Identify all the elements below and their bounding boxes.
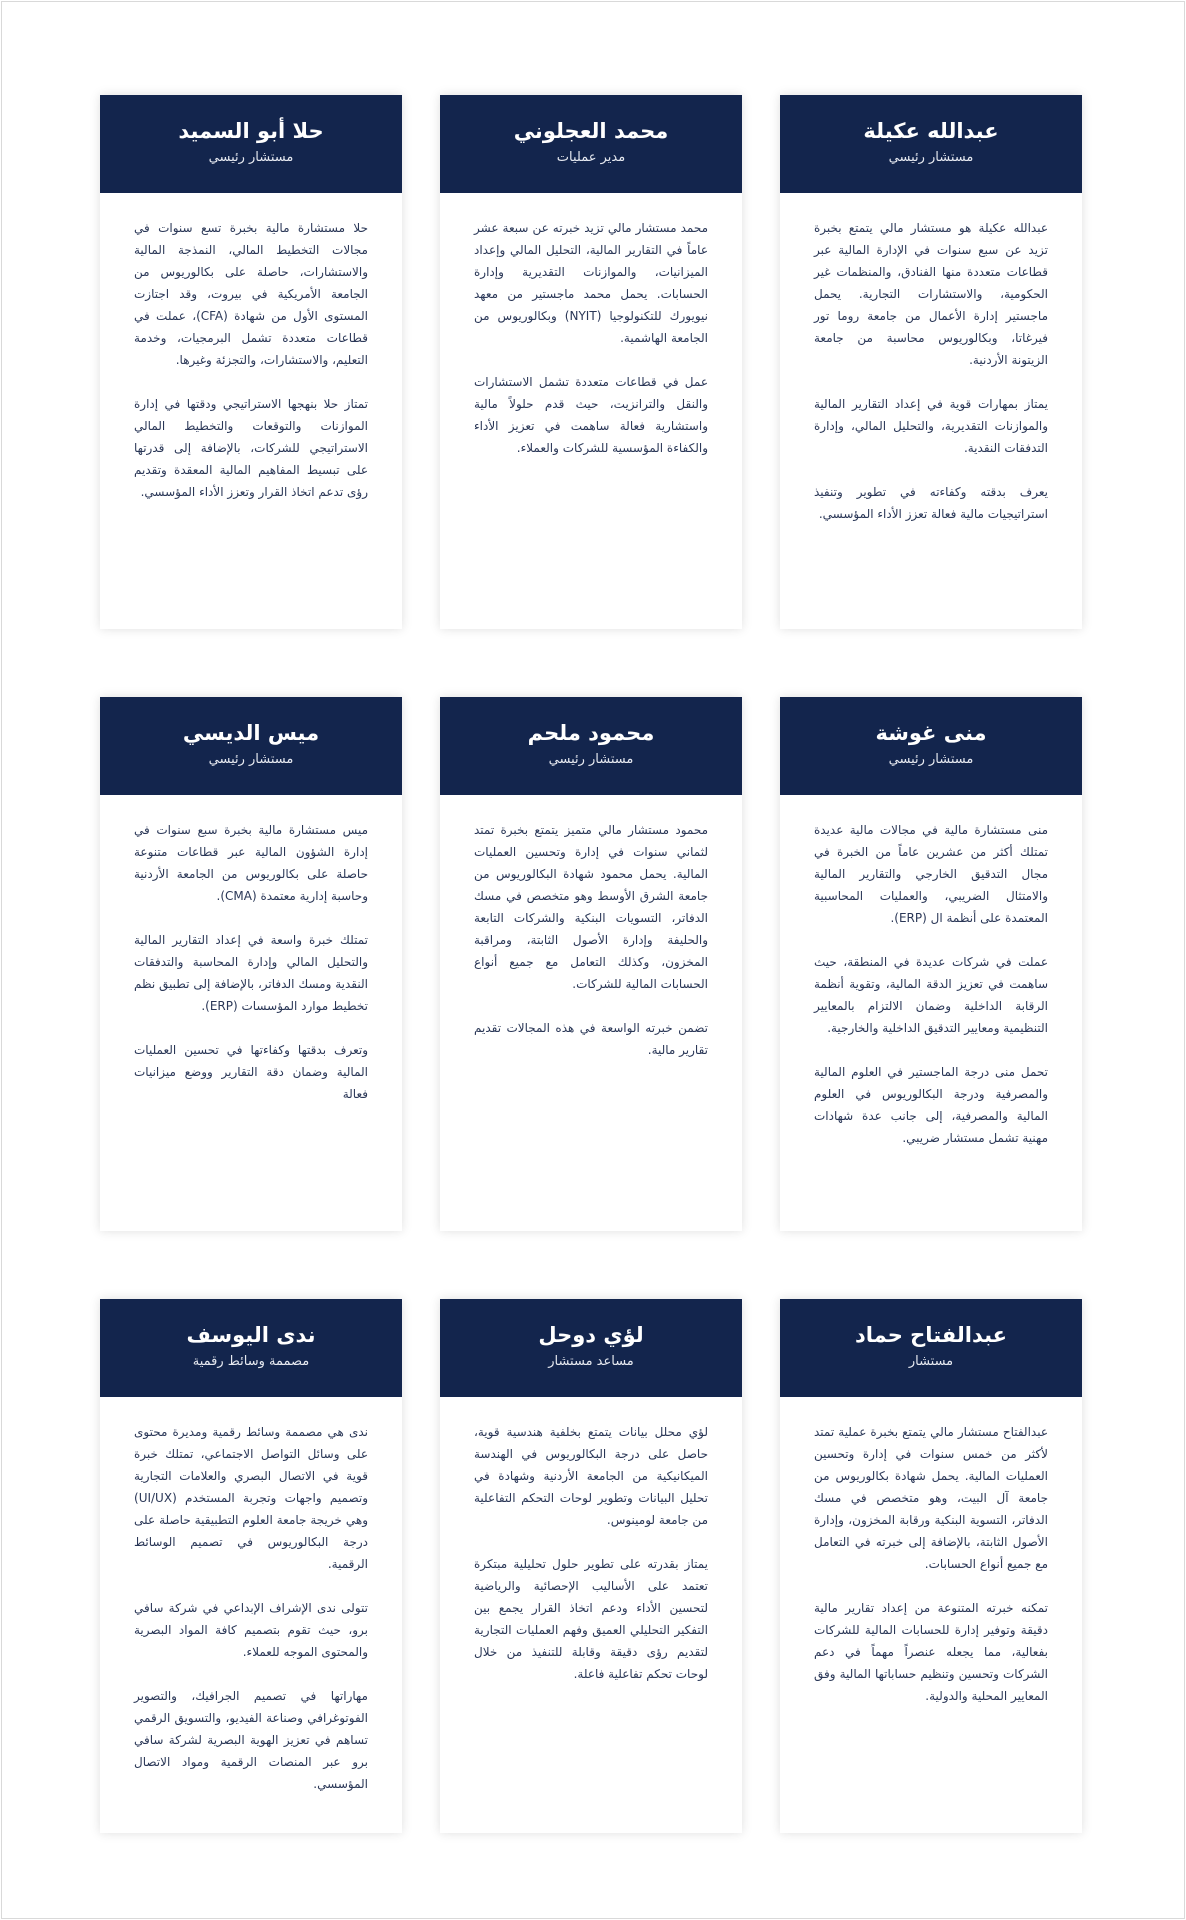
- bio-paragraph: يمتاز بقدرته على تطوير حلول تحليلية مبتكرة تعتمد على الأساليب الإحصائية والرياضية لتحسين الأداء ودعم اتخاذ القرار يجمع بين التفكير التحليلي العميق وفهم العمليات التجارية لتقديم رؤى دقيقة وقابلة للتنفيذ من خلال لوحات تحكم تفاعلية فاعلة.: [474, 1557, 708, 1681]
- bio-paragraph: منى مستشارة مالية في مجالات مالية عديدة تمتلك أكثر من عشرين عاماً من الخبرة في مجال التدقيق الخارجي والتقارير المالية والامتثال الضريبي، والعمليات المحاسبية المعتمدة على أنظمة ال (ERP).: [814, 823, 1048, 925]
- member-name: منى غوشة: [875, 721, 987, 745]
- bio-paragraph: تحمل منى درجة الماجستير في العلوم المالية والمصرفية ودرجة البكالوريوس في العلوم المالية والمصرفية، إلى جانب عدة شهادات مهنية تشمل مستشار ضريبي.: [814, 1065, 1048, 1145]
- member-role: مستشار رئيسي: [208, 150, 294, 165]
- card-header: [780, 1299, 1082, 1397]
- page-frame: [1, 1, 1185, 1919]
- member-name: محمد العجلوني: [513, 119, 669, 143]
- card-header: [440, 95, 742, 193]
- bio-paragraph: عبدالفتاح مستشار مالي يتمتع بخبرة عملية تمتد لأكثر من خمس سنوات في إدارة وتحسين العمليات المالية. يحمل شهادة بكالوريوس من جامعة آل البيت، وهو متخصص في مسك الدفاتر، التسوية البنكية ورقابة المخزون، وإدارة الأصول الثابتة، بالإضافة إلى خبرته في التعامل مع جميع أنواع الحسابات.: [814, 1425, 1048, 1571]
- card-bio: [100, 193, 402, 503]
- member-role: مستشار رئيسي: [888, 752, 974, 767]
- member-name: عبدالفتاح حماد: [854, 1323, 1008, 1347]
- team-card: [780, 95, 1082, 629]
- card-bio: [780, 1397, 1082, 1707]
- card-bio: [440, 193, 742, 459]
- bio-paragraph: حلا مستشارة مالية بخبرة تسع سنوات في مجالات التخطيط المالي، النمذجة المالية والاستشارات، حاصلة على بكالوريوس من الجامعة الأمريكية في بيروت، وقد اجتازت المستوى الأول من شهادة (CFA)، عملت في قطاعات متعددة تشمل البرمجيات، وخدمة التعليم، والاستشارات، والتجزئة وغيرها.: [134, 221, 368, 367]
- bio-paragraph: تتولى ندى الإشراف الإبداعي في شركة سافي برو، حيث تقوم بتصميم كافة المواد البصرية والمحتوى الموجه للعملاء.: [134, 1601, 368, 1659]
- member-name: لؤي دوحل: [538, 1323, 644, 1347]
- member-role: مصممة وسائط رقمية: [192, 1354, 310, 1369]
- member-name: عبدالله عكيلة: [863, 119, 999, 143]
- card-bio: [780, 795, 1082, 1149]
- bio-paragraph: تمتاز حلا بنهجها الاستراتيجي ودقتها في إدارة الموازنات والتوقعات والتخطيط المالي الاستراتيجي للشركات، بالإضافة إلى قدرتها على تبسيط المفاهيم المالية المعقدة وتقديم رؤى تدعم اتخاذ القرار وتعزز الأداء المؤسسي.: [134, 397, 368, 499]
- team-card: [440, 1299, 742, 1833]
- team-card: [100, 95, 402, 629]
- bio-paragraph: عملت في شركات عديدة في المنطقة، حيث ساهمت في تعزيز الدقة المالية، وتقوية أنظمة الرقابة الداخلية وضمان الالتزام بالمعايير التنظيمية ومعايير التدقيق الداخلية والخارجية.: [814, 955, 1048, 1035]
- team-card: [780, 1299, 1082, 1833]
- member-role: مستشار رئيسي: [888, 150, 974, 165]
- card-header: [100, 1299, 402, 1397]
- team-card: [440, 697, 742, 1231]
- member-role: مستشار رئيسي: [208, 752, 294, 767]
- bio-paragraph: محمود مستشار مالي متميز يتمتع بخبرة تمتد لثماني سنوات في إدارة وتحسين العمليات المالية. يحمل محمود شهادة البكالوريوس من جامعة الشرق الأوسط وهو متخصص في مسك الدفاتر، التسويات البنكية والشركات التابعة والحليفة وإدارة الأصول الثابتة، ومراقبة المخزون، وكذلك التعامل مع جميع أنواع الحسابات المالية للشركات.: [474, 823, 708, 991]
- card-bio: [440, 1397, 742, 1685]
- bio-paragraph: يمتاز بمهارات قوية في إعداد التقارير المالية والموازنات التقديرية، والتحليل المالي، وإدارة التدفقات النقدية.: [814, 397, 1048, 455]
- bio-paragraph: عمل في قطاعات متعددة تشمل الاستشارات والنقل والترانزيت، حيث قدم حلولاً مالية واستشارية فعالة ساهمت في تعزيز الأداء والكفاءة المؤسسية للشركات والعملاء.: [474, 375, 708, 455]
- card-header: [440, 1299, 742, 1397]
- member-role: مساعد مستشار: [548, 1354, 634, 1369]
- card-header: [440, 697, 742, 795]
- bio-paragraph: لؤي محلل بيانات يتمتع بخلفية هندسية قوية، حاصل على درجة البكالوريوس في الهندسة الميكانيكية من الجامعة الأردنية وشهادة في تحليل البيانات وتطوير لوحات التحكم التفاعلية من جامعة لومينوس.: [474, 1425, 708, 1527]
- card-header: [100, 95, 402, 193]
- card-header: [780, 697, 1082, 795]
- member-role: مستشار رئيسي: [548, 752, 634, 767]
- bio-paragraph: تمكنه خبرته المتنوعة من إعداد تقارير مالية دقيقة وتوفير إدارة للحسابات المالية للشركات بفعالية، مما يجعله عنصراً مهماً في دعم الشركات وتحسين وتنظيم حساباتها المالية وفق المعايير المحلية والدولية.: [814, 1601, 1048, 1703]
- bio-paragraph: تمتلك خبرة واسعة في إعداد التقارير المالية والتحليل المالي وإدارة المحاسبة والتدفقات النقدية ومسك الدفاتر، بالإضافة إلى تطبيق نظم تخطيط موارد المؤسسات (ERP).: [134, 933, 368, 1013]
- bio-paragraph: ميس مستشارة مالية بخبرة سبع سنوات في إدارة الشؤون المالية عبر قطاعات متنوعة حاصلة على بكالوريوس من الجامعة الأردنية وحاسبة إدارية معتمدة (CMA).: [134, 823, 368, 903]
- member-name: محمود ملحم: [527, 721, 655, 745]
- card-bio: [440, 795, 742, 1061]
- team-card: [780, 697, 1082, 1231]
- card-header: [100, 697, 402, 795]
- team-card: [100, 697, 402, 1231]
- team-card: [440, 95, 742, 629]
- card-header: [780, 95, 1082, 193]
- card-bio: [100, 795, 402, 1105]
- member-name: ميس الديسي: [182, 721, 320, 745]
- card-bio: [780, 193, 1082, 525]
- bio-paragraph: محمد مستشار مالي تزيد خبرته عن سبعة عشر عاماً في التقارير المالية، التحليل المالي وإعداد الميزانيات، والموازنات التقديرية وإدارة الحسابات. يحمل محمد ماجستير من معهد نيويورك للتكنولوجيا (NYIT) وبكالوريوس من الجامعة الهاشمية.: [474, 221, 708, 345]
- card-bio: [100, 1397, 402, 1795]
- bio-paragraph: ندى هي مصممة وسائط رقمية ومديرة محتوى على وسائل التواصل الاجتماعي، تمتلك خبرة قوية في الاتصال البصري والعلامات التجارية وتصميم واجهات وتجربة المستخدم (UI/UX) وهي خريجة جامعة العلوم التطبيقية حاصلة على درجة البكالوريوس في تصميم الوسائط الرقمية.: [134, 1425, 368, 1571]
- bio-paragraph: عبدالله عكيلة هو مستشار مالي يتمتع بخبرة تزيد عن سبع سنوات في الإدارة المالية عبر قطاعات متعددة منها الفنادق، والمنظمات غير الحكومية، والاستشارات التجارية. يحمل ماجستير إدارة الأعمال من جامعة روما تور فيرغاتا، وبكالوريوس محاسبة من جامعة الزيتونة الأردنية.: [814, 221, 1048, 367]
- member-role: مدير عمليات: [556, 150, 626, 165]
- member-name: ندى اليوسف: [186, 1323, 316, 1347]
- bio-paragraph: مهاراتها في تصميم الجرافيك، والتصوير الفوتوغرافي وصناعة الفيديو، والتسويق الرقمي تساهم في تعزيز الهوية البصرية لشركة سافي برو عبر المنصات الرقمية ومواد الاتصال المؤسسي.: [134, 1689, 368, 1791]
- member-role: مستشار: [908, 1354, 954, 1369]
- team-grid: [102, 95, 1082, 1833]
- bio-paragraph: تضمن خبرته الواسعة في هذه المجالات تقديم تقارير مالية.: [474, 1021, 708, 1057]
- bio-paragraph: وتعرف بدقتها وكفاءتها في تحسين العمليات المالية وضمان دقة التقارير ووضع ميزانيات فعالة: [134, 1043, 368, 1101]
- member-name: حلا أبو السميد: [178, 119, 324, 143]
- team-card: [100, 1299, 402, 1833]
- bio-paragraph: يعرف بدقته وكفاءته في تطوير وتنفيذ استراتيجيات مالية فعالة تعزز الأداء المؤسسي.: [814, 485, 1048, 521]
